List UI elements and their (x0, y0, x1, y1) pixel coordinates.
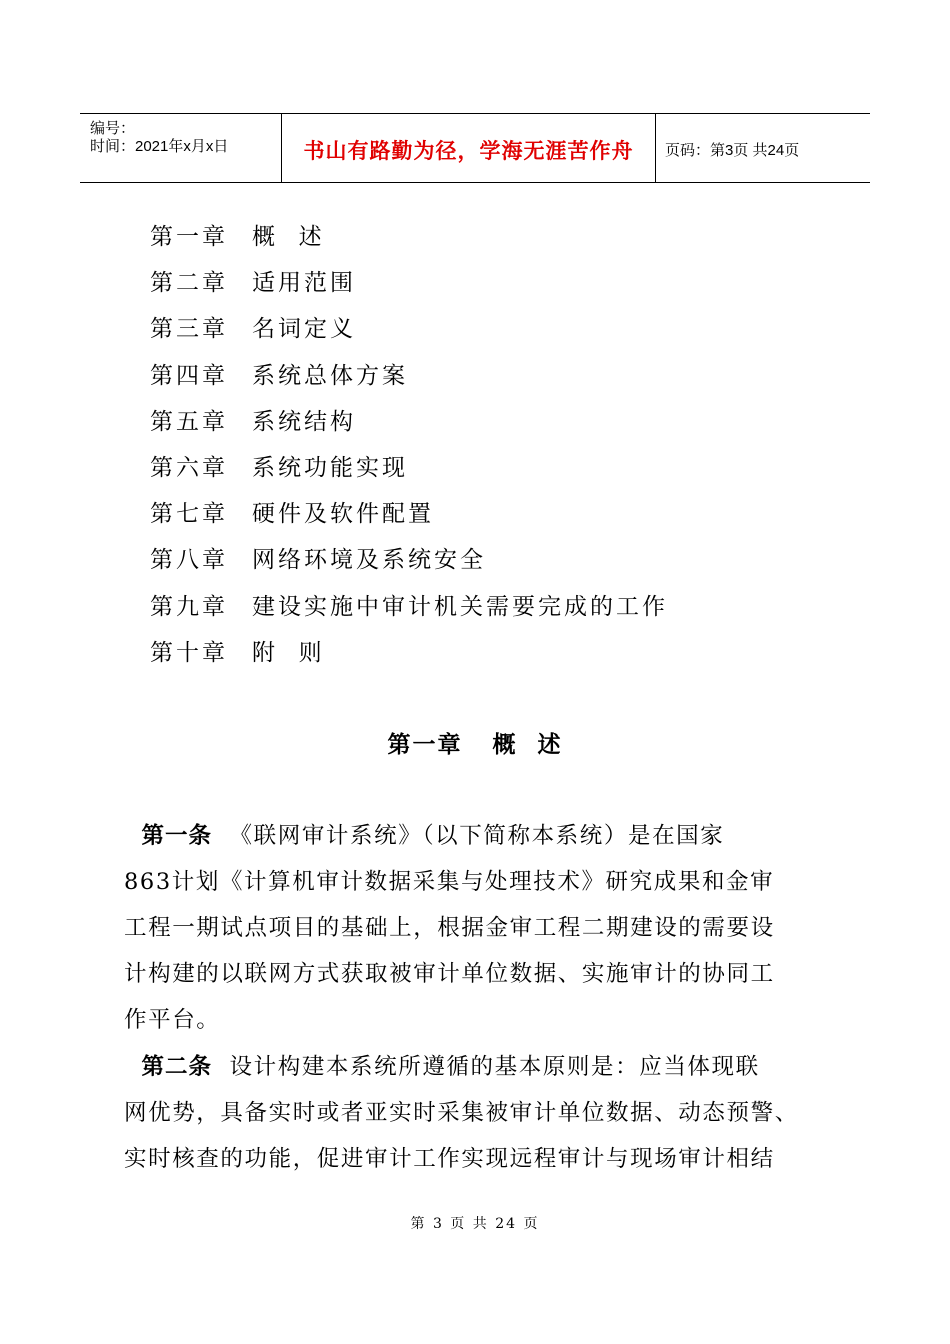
toc-chapter-title: 硬件及软件配置 (252, 501, 434, 528)
header-meta-cell (80, 114, 282, 182)
toc-chapter-title: 适用范围 (252, 270, 356, 297)
toc-item (150, 353, 668, 399)
toc-item (150, 537, 668, 583)
paragraph-line: 实时核查的功能，促进审计工作实现远程审计与现场审计相结 (124, 1146, 775, 1172)
paragraph-line: 计构建的以联网方式获取被审计单位数据、实施审计的协同工 (124, 961, 775, 987)
article-label: 第一条 (141, 823, 213, 849)
toc-item (150, 584, 668, 630)
header-motto: 书山有路勤为径，学海无涯苦作舟 (303, 139, 634, 163)
toc-chapter-number: 第二章 (150, 270, 228, 297)
paragraph-line (124, 1044, 844, 1090)
toc-chapter-title: 建设实施中审计机关需要完成的工作 (252, 593, 668, 620)
article-label: 第二条 (141, 1054, 213, 1080)
toc-chapter-title: 名词定义 (252, 316, 356, 343)
toc-item (150, 214, 668, 260)
doc-time-label: 时间：2021年x月x日 (90, 138, 229, 155)
toc-chapter-number: 第八章 (150, 547, 228, 574)
toc-chapter-title: 概 述 (252, 224, 325, 250)
toc-item (150, 445, 668, 491)
toc-chapter-number: 第四章 (150, 362, 228, 389)
toc-item (150, 630, 668, 676)
article-paragraph (124, 813, 844, 1043)
article-paragraph (124, 1044, 844, 1182)
header-page-cell (656, 114, 870, 182)
toc-chapter-title: 附 则 (252, 639, 325, 666)
toc-chapter-number: 第五章 (150, 408, 228, 435)
header-motto-cell (282, 114, 656, 182)
toc-item (150, 399, 668, 445)
toc-chapter-title: 网络环境及系统安全 (252, 547, 486, 574)
toc-chapter-title: 系统功能实现 (252, 454, 408, 481)
paragraph-line: 863计划《计算机审计数据采集与处理技术》研究成果和金审 (124, 869, 775, 895)
toc-chapter-number: 第六章 (150, 454, 228, 481)
paragraph-line: 作平台。 (124, 1007, 221, 1033)
toc-chapter-title: 系统总体方案 (252, 362, 408, 389)
doc-number-label: 编号： (90, 120, 136, 137)
toc-item (150, 491, 668, 537)
paragraph-line (124, 813, 844, 859)
toc-chapter-number: 第十章 (150, 639, 228, 666)
article-text: 《联网审计系统》（以下简称本系统）是在国家 (212, 823, 725, 849)
toc-item (150, 306, 668, 352)
header-page-info: 页码：第3页 共24页 (665, 142, 800, 159)
toc-chapter-number: 第九章 (150, 593, 228, 620)
table-of-contents (150, 214, 668, 676)
toc-item (150, 260, 668, 306)
toc-chapter-title: 系统结构 (252, 408, 356, 435)
page-footer: 第 3 页 共 24 页 (410, 1216, 540, 1232)
toc-chapter-number: 第七章 (150, 501, 228, 528)
chapter-heading: 第一章 概 述 (387, 732, 563, 758)
paragraph-line: 工程一期试点项目的基础上，根据金审工程二期建设的需要设 (124, 915, 775, 941)
toc-chapter-number: 第一章 (150, 224, 228, 250)
paragraph-line: 网优势，具备实时或者亚实时采集被审计单位数据、动态预警、 (124, 1100, 799, 1126)
article-text: 设计构建本系统所遵循的基本原则是：应当体现联 (212, 1054, 760, 1080)
page-header (80, 113, 870, 183)
toc-chapter-number: 第三章 (150, 316, 228, 343)
